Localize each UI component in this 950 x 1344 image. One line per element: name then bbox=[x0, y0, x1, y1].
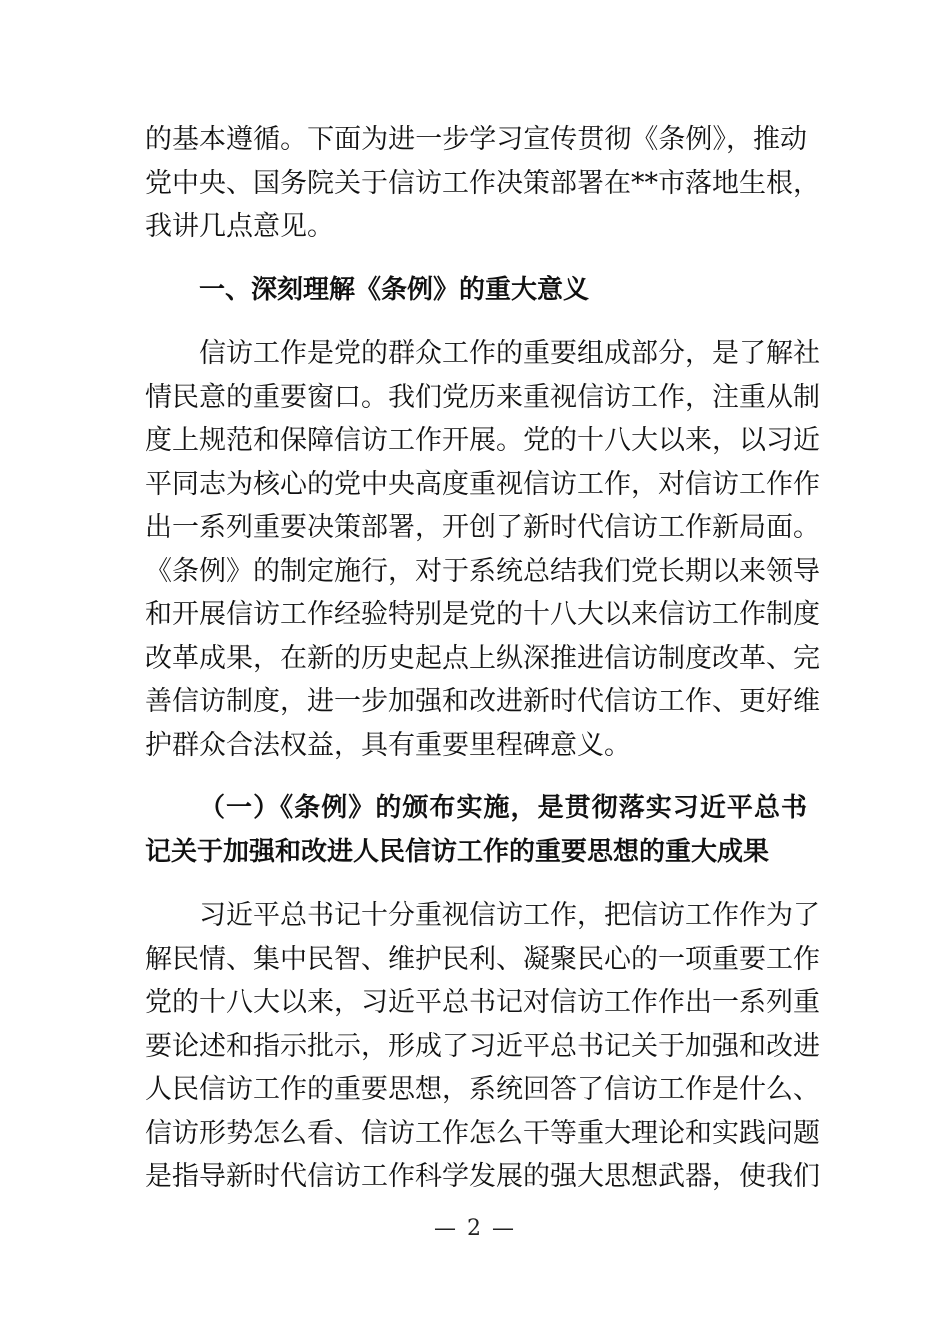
text-line: 党中央、国务院关于信访工作决策部署在**市落地生根， bbox=[145, 167, 820, 199]
text-line: 和开展信访工作经验特别是党的十八大以来信访工作制度 bbox=[145, 599, 820, 630]
text-line: 我讲几点意见。 bbox=[145, 211, 334, 242]
text-line: 善信访制度，进一步加强和改进新时代信访工作、更好维 bbox=[145, 686, 820, 717]
subsection-paragraph bbox=[145, 894, 820, 1199]
section-heading bbox=[145, 269, 807, 313]
text-line: 的基本遵循。下面为进一步学习宣传贯彻《条例》，推动 bbox=[145, 124, 807, 155]
text-line: 护群众合法权益，具有重要里程碑意义。 bbox=[145, 729, 631, 761]
text-line: 信访工作是党的群众工作的重要组成部分，是了解社 bbox=[145, 338, 820, 369]
text-line: 是指导新时代信访工作科学发展的强大思想武器，使我们 bbox=[145, 1161, 820, 1192]
text-line: 党的十八大以来，习近平总书记对信访工作作出一系列重 bbox=[145, 987, 820, 1018]
text-line: 要论述和指示批示，形成了习近平总书记关于加强和改进 bbox=[145, 1030, 820, 1062]
text-line: 情民意的重要窗口。我们党历来重视信访工作，注重从制 bbox=[145, 381, 820, 413]
text-line: 改革成果，在新的历史起点上纵深推进信访制度改革、完 bbox=[145, 642, 820, 674]
intro-paragraph bbox=[145, 118, 820, 249]
subsection-heading-line: （一）《条例》的颁布实施，是贯彻落实习近平总书 bbox=[199, 793, 807, 823]
text-line: 平同志为核心的党中央高度重视信访工作，对信访工作作 bbox=[145, 468, 820, 500]
text-line: 出一系列重要决策部署，开创了新时代信访工作新局面。 bbox=[145, 512, 820, 543]
text-line: 解民情、集中民智、维护民利、凝聚民心的一项重要工作 bbox=[145, 943, 820, 975]
text-line: 人民信访工作的重要思想，系统回答了信访工作是什么、 bbox=[145, 1074, 820, 1105]
subsection-heading bbox=[145, 787, 807, 874]
text-line: 度上规范和保障信访工作开展。党的十八大以来，以习近 bbox=[145, 425, 820, 456]
text-line: 《条例》的制定施行，对于系统总结我们党长期以来领导 bbox=[145, 555, 820, 587]
document-body bbox=[145, 118, 820, 1199]
text-line: 习近平总书记十分重视信访工作，把信访工作作为了 bbox=[145, 900, 820, 931]
section-paragraph bbox=[145, 332, 820, 767]
section-heading-text: 一、深刻理解《条例》的重大意义 bbox=[199, 274, 590, 305]
subsection-heading-line: 记关于加强和改进人民信访工作的重要思想的重大成果 bbox=[145, 836, 770, 867]
text-line: 信访形势怎么看、信访工作怎么干等重大理论和实践问题 bbox=[145, 1117, 820, 1149]
page-number: — 2 — bbox=[434, 1216, 516, 1241]
